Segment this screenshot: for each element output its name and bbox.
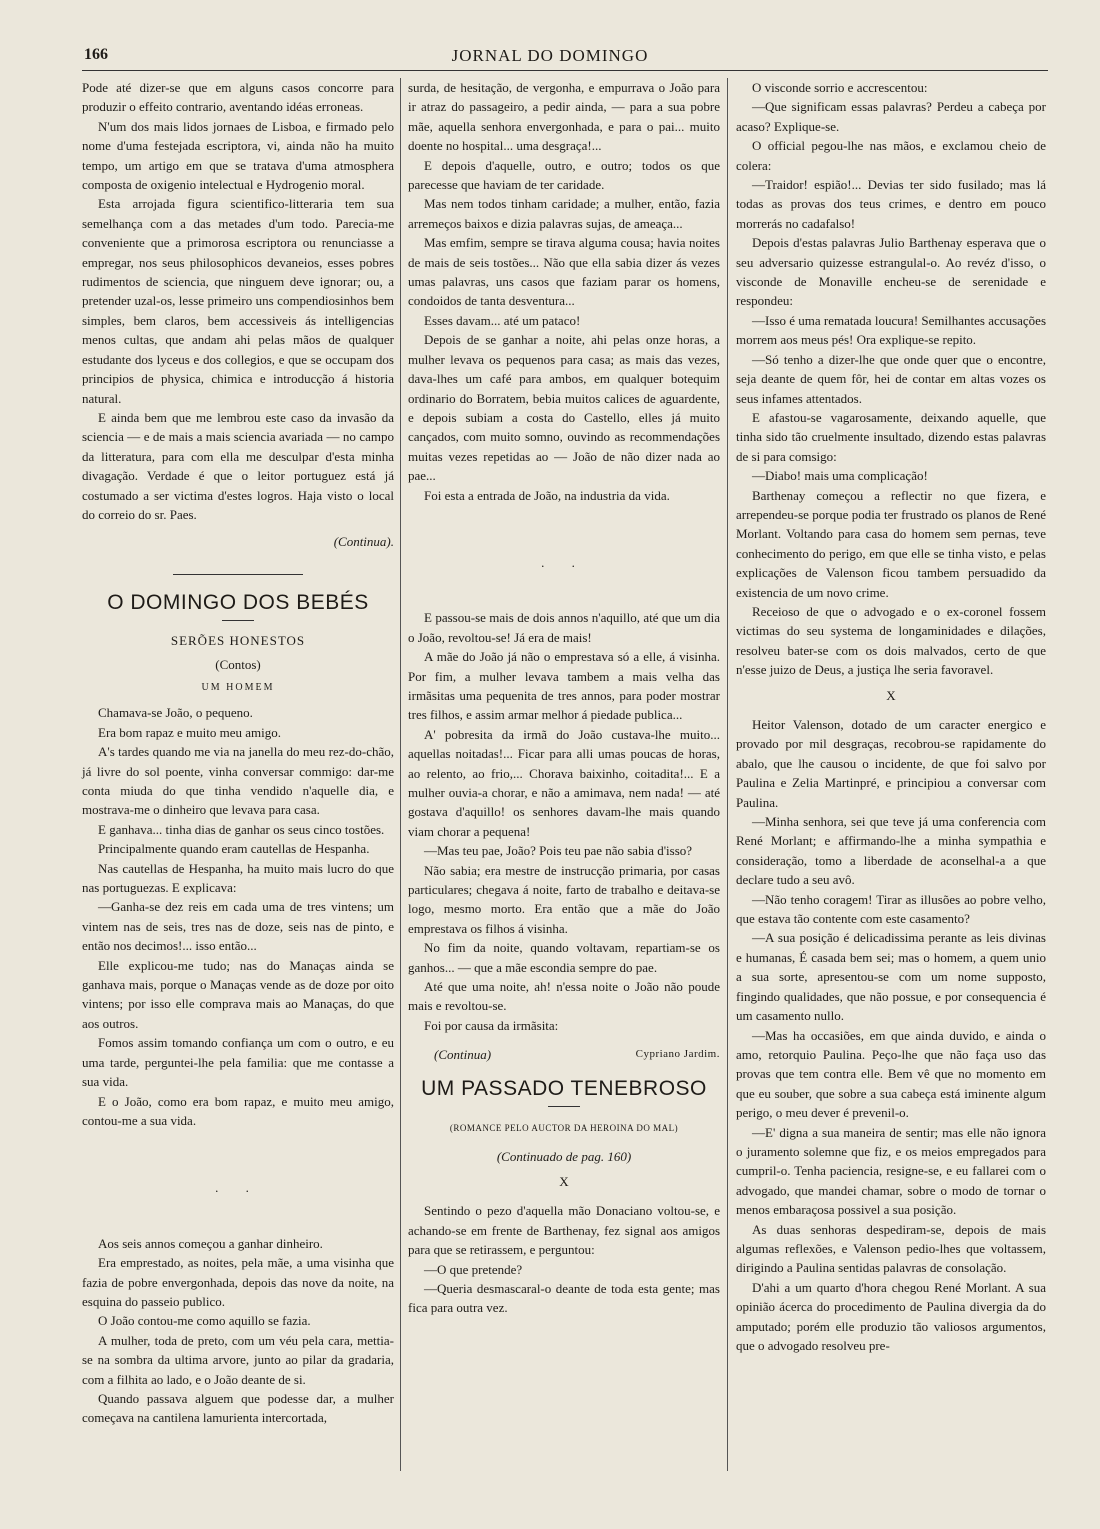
masthead: JORNAL DO DOMINGO: [451, 46, 649, 65]
paragraph: O official pegou-lhe nas mãos, e exclamou cheio de colera:: [736, 138, 1046, 173]
paragraph: A's tardes quando me via na janella do meu rez-do-chão, já livre do sol poente, vinha conversar commigo: dar-me conta miuda do que tinha vendido n'aquelle dia, e mostrava-me o dinheiro que levava para casa.: [82, 744, 394, 818]
paragraph: Foi por causa da irmãsita:: [424, 1017, 559, 1033]
paragraph: O João contou-me como aquillo se fazia.: [98, 1313, 311, 1329]
paragraph: Mas emfim, sempre se tirava alguma cousa; havia noites de mais de seis tostões... Não que ella sabia dizer ás vezes umas palavras, uns casos que faziam parar os homens, condoidos de tanta desventura...: [408, 235, 720, 309]
paragraph: surda, de hesitação, de vergonha, e empurrava o João para ir atraz do passageiro, a pedir ainda, — para a sua pobre mãe, aquella senhora envergonhada, e para o pai... muito doente no hospital... uma desgraça!...: [408, 80, 720, 154]
paragraph: As duas senhoras despediram-se, depois de mais algumas reflexões, e Valenson pedio-lhes que voltassem, dirigindo a Paulina sentidas palavras de consolação.: [736, 1221, 1046, 1276]
paragraph: E passou-se mais de dois annos n'aquillo, até que um dia o João, revoltou-se! Já era de mais!: [408, 610, 720, 645]
paragraph: —Que significam essas palavras? Perdeu a cabeça por acaso? Explique-se.: [736, 99, 1046, 134]
author-signature: Cypriano Jardim.: [635, 1048, 720, 1061]
paragraph: Era emprestado, as noites, pela mãe, a uma visinha que fazia de pobre envergonhada, depois das nove da noite, na esquina do passeio publico.: [82, 1255, 394, 1309]
paragraph: —Mas ha occasiões, em que ainda duvido, e ainda o amo, retorquio Paulina. Peço-lhe que não faça uso das provas que tem contra elle. Bem vê que no momento em que eu souber, que sobre a sua cabeça está iminente algum perigo, o meu dever é prevenil-o.: [736, 1027, 1046, 1121]
paragraph: Era bom rapaz e muito meu amigo.: [98, 724, 282, 740]
paragraph: E ganhava... tinha dias de ganhar os seus cinco tostões.: [98, 821, 385, 837]
paragraph: —Mas teu pae, João? Pois teu pae não sabia d'isso?: [424, 843, 693, 859]
column-2: [408, 78, 720, 1318]
paragraph: Sentindo o pezo d'aquella mão Donaciano voltou-se, e achando-se em frente de Barthenay, fez signal aos amigos para que se retirassem, e perguntou:: [408, 1203, 720, 1258]
paragraph: N'um dos mais lidos jornaes de Lisboa, e firmado pelo nome d'uma festejada escriptora, vi, ainda não ha muito tempo, um artigo em que se tratava d'uma atmosphera composta de oxigenio intelectual e Hydrogenio moral.: [82, 118, 394, 193]
section-break-dots: . .: [215, 1180, 261, 1196]
paragraph: Pode até dizer-se que em alguns casos concorre para produzir o effeito contrario, aventando idéas erroneas.: [82, 80, 394, 115]
paragraph: Quando passava alguem que podesse dar, a mulher começava na cantilena lamurienta intercortada,: [82, 1390, 394, 1426]
paragraph: —Minha senhora, sei que teve já uma conferencia com René Morlant; e affirmando-lhe a minha sympathia e consideração, tomo a liberdade de aconselhal-a a que declare tudo a seu avô.: [736, 814, 1046, 888]
paragraph: Principalmente quando eram cautellas de Hespanha.: [98, 841, 370, 857]
story-title: UM HOMEM: [201, 681, 275, 693]
paragraph: Aos seis annos começou a ganhar dinheiro.: [98, 1235, 323, 1251]
section-subtitle: SERÕES HONESTOS: [170, 633, 306, 649]
paragraph: Receioso de que o advogado e o ex-coronel fossem victimas do seu systema de longaminidades e dilações, resolveu bater-se com os dois malvados, certo de que n'esse juizo de Deus, a justiça lhe seria favoravel.: [736, 603, 1046, 678]
title-rule: [222, 620, 254, 621]
header-rule: [82, 70, 1048, 71]
continuation-note: (Continuado de pag. 160): [496, 1148, 632, 1164]
paragraph: Elle explicou-me tudo; nas do Manaças ainda se ganhava mais, porque o Manaças vende as de doze por oito vintens; por isso elle comprava mais ao Manaças, do que aos outros.: [82, 957, 394, 1031]
paragraph: —Diabo! mais uma complicação!: [752, 468, 928, 484]
paragraph: A' pobresita da irmã do João custava-lhe muito... aquellas noitadas!... Ficar para alli umas poucas de horas, ao relento, ao frio,... Chorava baixinho, coitadita!... E a mulher ouvia-a chorar, e não a amimava, nem nada! — até gostava d'aquillo! os senhores davam-lhe mais quando viam chorar a pequena!: [408, 726, 720, 839]
paragraph: Mas nem todos tinham caridade; a mulher, então, fazia arremeços baixos e dizia palavras sujas, de ameaça...: [408, 196, 720, 231]
paragraph: A mulher, toda de preto, com um véu pela cara, mettia-se na sombra da ultima arvore, junto ao pilar da gradaria, com a filhita ao lado, e o João deante de si.: [82, 1332, 394, 1387]
paragraph: —Queria desmascaral-o deante de toda esta gente; mas fica para outra vez.: [408, 1280, 720, 1316]
paragraph: —A sua posição é delicadissima perante as leis divinas e humanas, É casada bem sei; mas o homem, a quem unio a sua sorte, apresentou-se com um nome supposto, fingindo qualidades, que não possue, e por consequencia é um casamento nullo.: [736, 930, 1046, 1024]
genre-label: (Contos): [215, 656, 261, 672]
continua-note: (Continua).: [333, 534, 394, 550]
paragraph: Esses davam... até um pataco!: [424, 312, 581, 328]
section-break-dots: . .: [541, 554, 587, 570]
paragraph: Heitor Valenson, dotado de um caracter energico e provado por mil desgraças, recobrou-se rapidamente do abalo, que lhe causou o incidente, de que foi salvo por Paulina e Zelia Martinpré, e principiou a conversar com Paulina.: [736, 717, 1046, 810]
paragraph: Até que uma noite, ah! n'essa noite o João não poude mais e revoltou-se.: [408, 979, 720, 1014]
paragraph: —Não tenho coragem! Tirar as illusões ao pobre velho, que estava tão contente com este casamento?: [736, 891, 1046, 927]
paragraph: Fomos assim tomando confiança um com o outro, e eu uma tarde, perguntei-lhe pela familia: que me contasse a sua vida.: [82, 1035, 394, 1090]
paragraph: E o João, como era bom rapaz, e muito meu amigo, contou-me a sua vida.: [82, 1093, 394, 1128]
paragraph: O visconde sorrio e accrescentou:: [752, 80, 928, 95]
paragraph: Foi esta a entrada de João, na industria da vida.: [424, 487, 670, 503]
column-divider: [400, 78, 401, 1471]
romance-note: (ROMANCE PELO AUCTOR DA HEROINA DO MAL): [449, 1123, 679, 1134]
paragraph: Não sabia; era mestre de instrucção primaria, por casas particulares; chegava á noite, farto de trabalho e deitava-se logo, mesmo morto. Era então que a mãe do João emprestava os filhos á visinha.: [408, 862, 720, 936]
paragraph: —Ganha-se dez reis em cada uma de tres vintens; um vintem nas de seis, tres nas de doze, seis nas de pinto, e então nos decimos!... isso então...: [82, 899, 394, 954]
chapter-number: X: [886, 687, 896, 703]
paragraph: E afastou-se vagarosamente, deixando aquelle, que tinha sido tão cruelmente insultado, dizendo estas palavras de si para comsigo:: [736, 409, 1046, 464]
column-1: [82, 78, 394, 1428]
continua-note: (Continua): [434, 1047, 492, 1063]
paragraph: Esta arrojada figura scientifico-litteraria tem sua semelhança com a das metades d'um todo. Parecia-me conveniente que a primorosa escriptora ou renunciasse a empregar, nos seus philosophicos devaneios, esses pobres rudimentos de sciencia, que ninguem deve ignorar; ou, a pretender uzal-os, lesse primeiro uns compendiosinhos bem simples, bem claros, bem accessiveis ás intelligencias menos cultas, que andam ahi pelas mãos de qualquer estudante dos lyceus e dos collegios, e que se occupam dos principios de physica, chimica e introducção á historia natural.: [82, 196, 394, 406]
paragraph: —Traidor! espião!... Devias ter sido fusilado; mas lá todas as provas dos teus crimes, e dentro em pouco morrerás no cadafalso!: [736, 177, 1046, 231]
paragraph: Barthenay começou a reflectir no que fizera, e arrependeu-se porque podia ter frustrado os planos de René Morlant. Voltando para casa do homem sem pernas, teve conhecimento do perigo, em que elle se tinha visto, e pelas explicações de Valenson ficou tambem persuadido da existencia de um novo crime.: [736, 487, 1046, 600]
column-divider: [727, 78, 728, 1471]
paragraph: —O que pretende?: [424, 1261, 523, 1277]
page-number: 166: [84, 46, 108, 63]
paragraph: E ainda bem que me lembrou este caso da invasão da sciencia — e de mais a mais sciencia avariada — no campo da litteratura, para com ella me desculpar d'esta minha divagação. Verdade é que o leitor portuguez está já costumado a ser victima d'estes logros. Haja visto o local do correio do sr. Paes.: [82, 409, 394, 522]
paragraph: Nas cautellas de Hespanha, ha muito mais lucro do que nas portuguezas. E explicava:: [82, 860, 394, 896]
title-rule: [548, 1106, 580, 1107]
paragraph: —Só tenho a dizer-lhe que onde quer que o encontre, seja deante de quem fôr, hei de contar em altas vozes os seus infames attentados.: [736, 351, 1046, 406]
signature-line: [408, 1045, 720, 1064]
paragraph: Depois de se ganhar a noite, ahi pelas onze horas, a mulher levava os pequenos para casa; as mais das vezes, dava-lhes um café para ambos, em qualquer botequim ordinario do Borratem, bebia muitos calices de aguardente, e depois subiam a costa do Castello, elles já muito cançados, com muito somno, ouvindo as recommendações muitas vezes repetidas ao — João de não dizer nada ao pae...: [408, 332, 720, 484]
section-title: O DOMINGO DOS BEBÉS: [107, 590, 369, 614]
paragraph: D'ahi a um quarto d'hora chegou René Morlant. A sua opinião ácerca do procedimento de Paulina divergia da do amputado; porém elle produzio tão valiosos argumentos, que o advogado resolveu pre-: [736, 1279, 1046, 1353]
section-title: UM PASSADO TENEBROSO: [421, 1076, 707, 1100]
paragraph: Chamava-se João, o pequeno.: [98, 705, 253, 721]
paragraph: Depois d'estas palavras Julio Barthenay esperava que o seu adversario quizesse estrangulal-o. Ao revéz d'isso, o visconde de Monaville encheu-se de serenidade e respondeu:: [736, 235, 1046, 309]
paragraph: No fim da noite, quando voltavam, repartiam-se os ganhos... — que a mãe escondia sempre do pae.: [408, 940, 720, 975]
section-separator: [173, 574, 303, 575]
paragraph: E depois d'aquelle, outro, e outro; todos os que parecesse que haviam de ter caridade.: [408, 157, 720, 193]
chapter-number: X: [559, 1173, 569, 1189]
paragraph: —E' digna a sua maneira de sentir; mas elle não ignora o juramento solemne que fiz, e os meios empregados para cumpril-o. Tenha paciencia, resigne-se, e eu fallarei com o advogado, que mandei chamar, sobre o modo de tornar o menos embaraçosa possivel a sua posição.: [736, 1124, 1046, 1218]
column-3: [736, 78, 1046, 1355]
paragraph: A mãe do João já não o emprestava só a elle, á visinha. Por fim, a mulher levava tambem a mais velha das irmãsitas uma pequenita de tres annos, para poder mostrar tres filhos, e assim armar melhor á piedade publica...: [408, 649, 720, 723]
paragraph: —Isso é uma rematada loucura! Semilhantes accusações morrem aos meus pés! Ora explique-se repito.: [736, 312, 1046, 348]
